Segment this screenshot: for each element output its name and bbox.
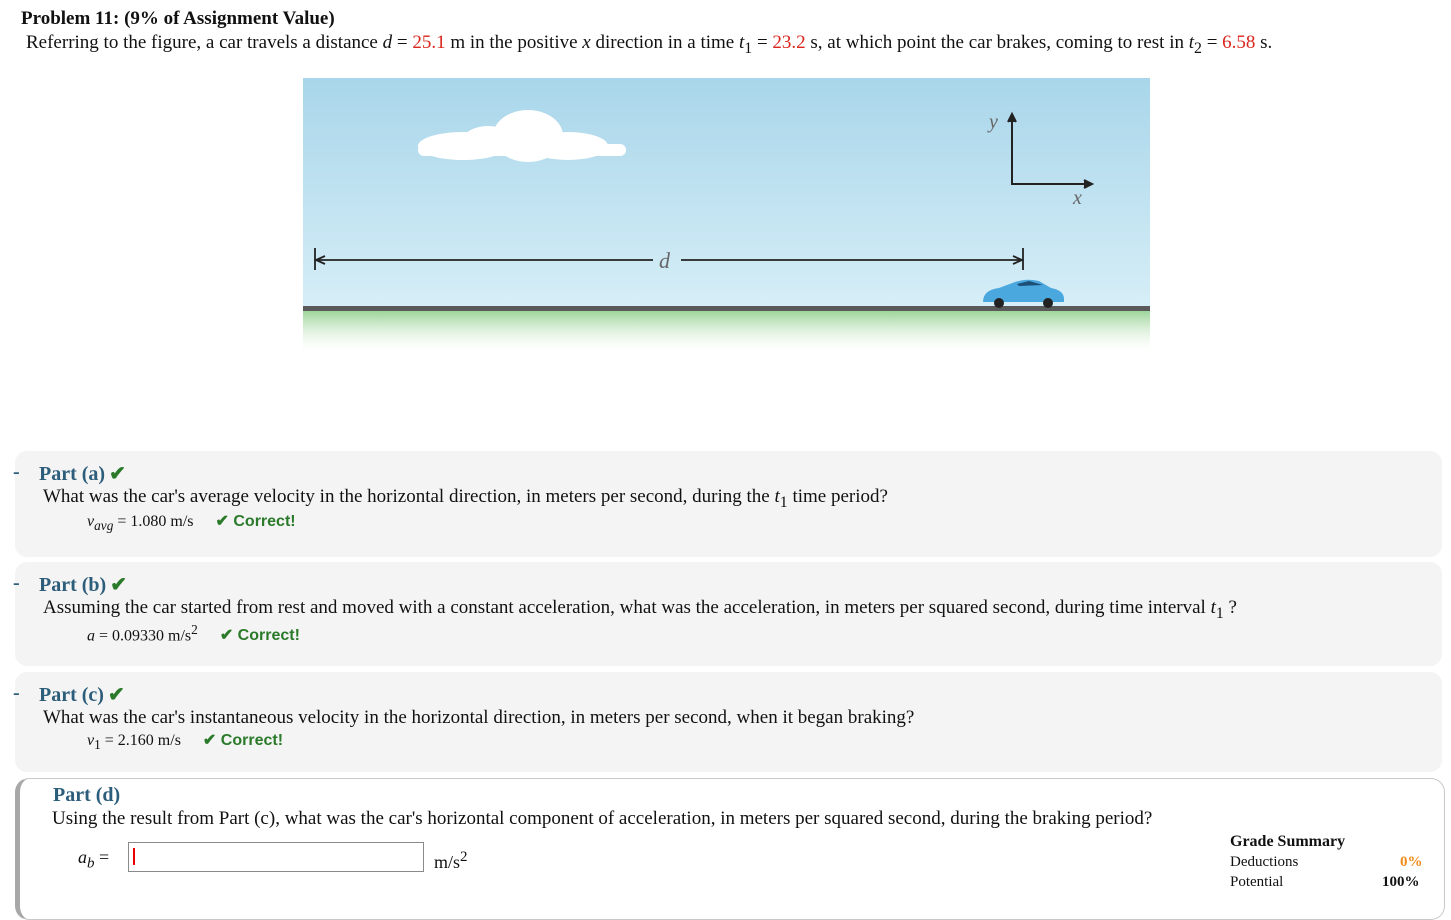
t2-value: 6.58: [1222, 32, 1256, 53]
part-a-question: What was the car's average velocity in the horizontal direction, in meters per second, during the $t_1$ time period?: [43, 486, 888, 511]
deductions-label: Deductions: [1230, 854, 1299, 870]
distance-label: d: [659, 248, 670, 273]
part-a-panel: [15, 451, 1442, 557]
t1-sub: 1: [744, 39, 753, 57]
part-b-question: Assuming the car started from rest and moved with a constant acceleration, what was the acceleration, in meters per squared second, during time interval $t_1$ ?: [43, 597, 1237, 622]
part-a-header[interactable]: [39, 461, 126, 486]
part-b-label: Part (b): [39, 574, 107, 596]
part-d-header[interactable]: Part (d): [53, 784, 121, 806]
x-symbol: x: [582, 32, 591, 53]
part-c-header[interactable]: [39, 682, 125, 707]
x-axis-label: x: [1073, 187, 1082, 209]
collapse-toggle-b[interactable]: -: [13, 572, 20, 594]
part-b-header[interactable]: [39, 572, 127, 597]
part-c-question: What was the car's instantaneous velocity in the horizontal direction, in meters per second, when it began braking?: [43, 707, 915, 728]
unit-label: $m/s^2$: [434, 849, 468, 872]
part-d-answer-label: $a_b$ =: [78, 847, 110, 872]
grass: [303, 308, 1150, 352]
check-icon: ✔: [109, 463, 126, 485]
t2-symbol: t: [1188, 32, 1195, 53]
correct-status: ✔ Correct!: [215, 513, 296, 530]
part-c-answer: $v_1 = 2.160$ m/s ✔ Correct!: [87, 732, 284, 753]
intro-text-1: Referring to the figure, a car travels a distance: [26, 32, 383, 53]
t1-symbol: t: [738, 32, 745, 53]
intro-text-5: s.: [1255, 32, 1273, 53]
grade-summary-title: Grade Summary: [1230, 833, 1346, 850]
check-icon: ✔: [110, 574, 127, 596]
answer-input[interactable]: [128, 842, 424, 872]
part-b-answer: a = 0.09330 $m/s^2$ ✔ Correct!: [87, 622, 300, 645]
d-symbol: d: [382, 32, 393, 53]
collapse-toggle-c[interactable]: -: [13, 682, 20, 704]
potential-label: Potential: [1230, 874, 1284, 890]
collapse-toggle-a[interactable]: -: [13, 461, 20, 483]
intro-text-3: direction in a time: [590, 32, 739, 53]
problem-statement: [26, 32, 1272, 58]
part-d-panel: [15, 778, 1445, 920]
part-a-label: Part (a): [39, 463, 106, 485]
part-c-panel: [15, 672, 1442, 772]
t1-value: 23.2: [772, 32, 806, 53]
eq-sign-3: =: [1201, 32, 1223, 53]
sky: [303, 78, 1150, 308]
part-a-answer: $v_{avg} = 1.080$ m/s ✔ Correct!: [87, 513, 296, 534]
t2-sub: 2: [1194, 39, 1202, 57]
y-axis-label: y: [989, 111, 998, 133]
part-d-question: Using the result from Part (c), what was the car's horizontal component of acceleration, in meters per squared second, during the braking period?: [52, 808, 1153, 829]
intro-text-2: m in the positive: [445, 32, 583, 53]
part-b-panel: [15, 562, 1442, 666]
text-cursor: [133, 848, 135, 865]
correct-status: ✔ Correct!: [219, 627, 300, 645]
deductions-value: 0%: [1400, 854, 1423, 870]
road: [303, 306, 1150, 311]
problem-title: Problem 11: (9% of Assignment Value): [21, 8, 335, 29]
potential-value: 100%: [1382, 874, 1420, 890]
problem-figure: [303, 78, 1150, 352]
check-icon: ✔: [107, 684, 125, 706]
part-c-label: Part (c): [39, 684, 104, 706]
d-value: 25.1: [412, 32, 446, 53]
eq-sign: =: [392, 32, 413, 53]
intro-text-4: s, at which point the car brakes, coming to rest in: [805, 32, 1189, 53]
eq-sign-2: =: [752, 32, 773, 53]
correct-status: ✔ Correct!: [202, 732, 284, 749]
